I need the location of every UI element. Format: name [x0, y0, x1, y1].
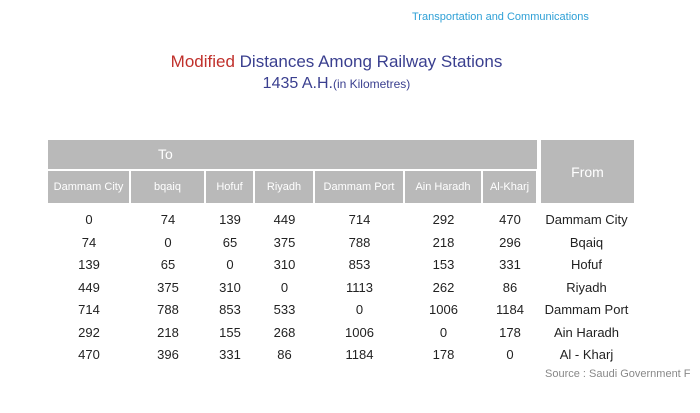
- table-cell: 0: [85, 212, 93, 227]
- table-cell: 0: [226, 257, 234, 272]
- table-cell: 1006: [345, 324, 374, 340]
- table-cell: 0: [164, 234, 172, 250]
- table-cell: 788: [157, 302, 179, 317]
- from-station-label: Bqaiq: [569, 234, 604, 250]
- table-cell: 86: [277, 347, 292, 362]
- table-cell: 853: [348, 257, 371, 272]
- table-cell: 74: [160, 212, 176, 227]
- from-station-label: Ain Haradh: [553, 324, 620, 340]
- title-unit: (in Kilometres): [332, 77, 411, 91]
- column-header: Ain Haradh: [405, 171, 482, 203]
- table-cell: 153: [432, 257, 455, 272]
- to-header-label: To: [158, 146, 173, 162]
- table-cell: 178: [499, 324, 521, 340]
- from-station-label: Dammam Port: [544, 302, 629, 317]
- table-cell: 218: [157, 324, 179, 340]
- table-cell: 178: [432, 347, 455, 362]
- table-cell: 788: [348, 234, 371, 250]
- section-label: Transportation and Communications: [412, 11, 589, 23]
- table-cell: 268: [273, 324, 296, 340]
- table-cell: 292: [78, 324, 100, 340]
- title-accent: Modified: [170, 52, 235, 71]
- table-cell: 292: [432, 212, 455, 227]
- title-year: 1435 A.H.: [262, 75, 333, 92]
- table-cell: 375: [157, 279, 179, 295]
- table-cell: 0: [355, 302, 364, 317]
- table-cell: 470: [78, 347, 100, 362]
- page-subtitle: [0, 75, 673, 93]
- table-cell: 310: [219, 279, 241, 295]
- table-cell: 533: [273, 302, 296, 317]
- table-cell: 139: [219, 212, 241, 227]
- column-header: Al-Kharj: [483, 171, 537, 203]
- title-text: Distances Among Railway Stations: [239, 52, 503, 71]
- table-cell: 86: [502, 279, 518, 295]
- table-row: [48, 344, 648, 366]
- table-row: [48, 254, 648, 276]
- from-header-label: From: [571, 163, 604, 180]
- page-title: [0, 52, 673, 72]
- table-cell: 218: [432, 234, 455, 250]
- from-header: [541, 140, 634, 203]
- from-station-label: Al - Kharj: [559, 347, 614, 362]
- table-cell: 1184: [496, 302, 524, 317]
- table-row: [48, 277, 648, 299]
- from-station-label: Dammam City: [545, 212, 628, 227]
- table-cell: 1006: [429, 302, 458, 317]
- to-header: [48, 140, 539, 169]
- table-cell: 714: [348, 212, 371, 227]
- table-cell: 139: [78, 257, 100, 272]
- table-cell: 0: [280, 279, 289, 295]
- from-station-label: Riyadh: [566, 279, 607, 295]
- table-cell: 853: [219, 302, 241, 317]
- table-row: [48, 322, 648, 344]
- from-station-label: Hofuf: [570, 257, 603, 272]
- table-cell: 310: [273, 257, 296, 272]
- table-cell: 65: [222, 234, 238, 250]
- table-cell: 65: [160, 257, 176, 272]
- table-cell: 74: [81, 234, 97, 250]
- table-cell: 331: [219, 347, 241, 362]
- source-note: Source : Saudi Government F: [545, 368, 691, 380]
- table-cell: 0: [506, 347, 514, 362]
- table-cell: 0: [439, 324, 448, 340]
- table-cell: 296: [499, 234, 521, 250]
- table-cell: 262: [432, 279, 455, 295]
- table-row: [48, 232, 648, 254]
- table-cell: 449: [78, 279, 100, 295]
- table-cell: 1113: [346, 279, 373, 295]
- column-header: bqaiq: [131, 171, 205, 203]
- table-cell: 449: [273, 212, 296, 227]
- column-header: Hofuf: [206, 171, 254, 203]
- table-cell: 375: [273, 234, 296, 250]
- column-header: Dammam Port: [315, 171, 404, 203]
- table-cell: 155: [219, 324, 241, 340]
- table-row: [48, 209, 648, 231]
- table-cell: 331: [499, 257, 521, 272]
- table-cell: 714: [78, 302, 100, 317]
- column-header: Riyadh: [255, 171, 314, 203]
- table-cell: 1184: [345, 347, 374, 362]
- table-cell: 396: [157, 347, 179, 362]
- table-row: [48, 299, 648, 321]
- column-header: Dammam City: [48, 171, 130, 203]
- table-cell: 470: [499, 212, 521, 227]
